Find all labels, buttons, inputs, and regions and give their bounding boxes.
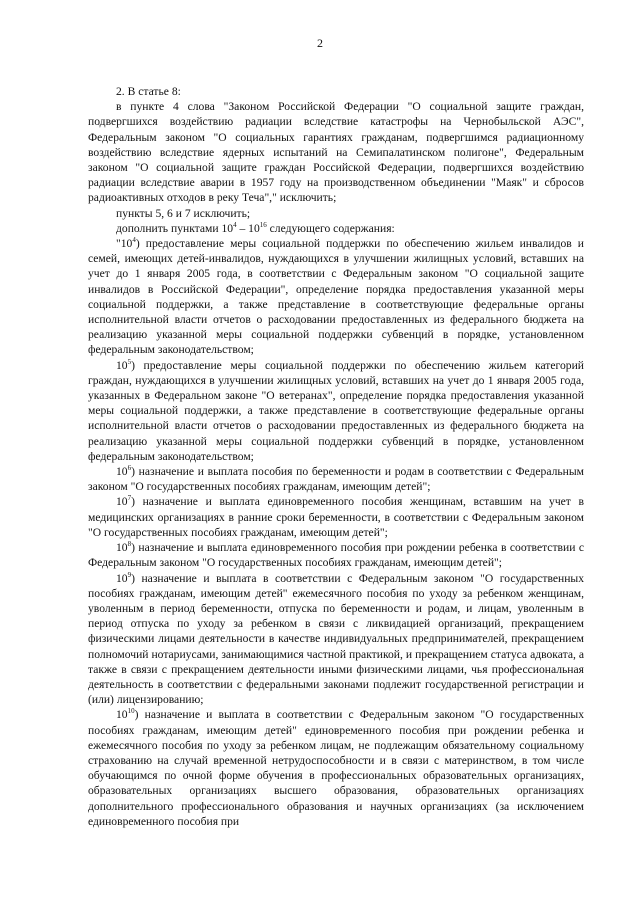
paragraph: в пункте 4 слова "Законом Российской Федерации "О социальной защите граждан, подвергшихся воздействию радиации вследствие катастрофы на Чернобыльской АЭС", Федеральным законом "О социальных гарантиях гражданам, подвергшимся радиационному воздействию вследствие ядерных испытаний на Семипалатинском полигоне", Федеральным законом "О социальной защите граждан Российской Федерации, подвергшихся воздействию радиации вследствие аварии в 1957 году на производственном объединении "Маяк" и сбросов радиоактивных отходов в реку Теча"," исключить; bbox=[88, 100, 584, 205]
paragraph: $10^6$) назначение и выплата пособия по беременности и родам в соответствии с Федеральным законом "О государственных пособиях гражданам, имеющим детей"; bbox=[88, 464, 584, 494]
paragraph: пункты 5, 6 и 7 исключить; bbox=[116, 206, 251, 220]
paragraph: $10^9$) назначение и выплата в соответствии с Федеральным законом "О государственных пособиях гражданам, имеющим детей" ежемесячного пособия по уходу за ребенком женщинам, уволенным в период беременности, отпуска по беременности и родам, и лицам, уволенным в период отпуска по уходу за ребенком в связи с ликвидацией организаций, прекращением физическими лицами деятельности в качестве индивидуальных предпринимателей, прекращением полномочий нотариусами, занимающимися частной практикой, и прекращением статуса адвоката, а также в связи с прекращением деятельности иными физическими лицами, чья профессиональная деятельность в соответствии с федеральными законами подлежит государственной регистрации и (или) лицензированию; bbox=[88, 570, 584, 707]
paragraph: 2. В статье 8: bbox=[116, 85, 181, 98]
page-number: 2 bbox=[317, 36, 323, 50]
paragraph: $10^7$) назначение и выплата единовременного пособия женщинам, вставшим на учет в медицинских организациях в ранние сроки беременности, в соответствии с Федеральным законом "О государственных пособиях гражданам, имеющим детей"; bbox=[88, 494, 584, 539]
paragraph: дополнить пунктами $10^4 - 10^{16}$ следующего содержания: bbox=[116, 220, 395, 235]
paragraph: $10^{10}$) назначение и выплата в соответствии с Федеральным законом "О государственных пособиях гражданам, имеющим детей" единовременного пособия при рождении ребенка и ежемесячного пособия по уходу за ребенком лицам, не подлежащим обязательному социальному страхованию на случай временной нетрудоспособности и в связи с материнством, в том числе обучающимся по очной форме обучения в профессиональных образовательных организациях, образовательных организациях высшего образования, образовательных организациях дополнительного профессионального образования и научных организациях (за исключением единовременного пособия при bbox=[88, 707, 584, 828]
paragraph: $10^5$) предоставление меры социальной поддержки по обеспечению жильем категорий граждан, нуждающихся в улучшении жилищных условий, вставших на учет до 1 января 2005 года, указанных в Федеральном законе "О ветеранах", определение порядка предоставления указанной меры социальной поддержки, а также представление в соответствующие федеральные органы исполнительной власти отчетов о расходовании предоставленных из федерального бюджета на реализацию указанной меры социальной поддержки субвенций в порядке, установленном федеральным законодательством; bbox=[88, 357, 584, 463]
document-body bbox=[88, 84, 584, 829]
paragraph: "$10^4$) предоставление меры социальной поддержки по обеспечению жильем инвалидов и семей, имеющих детей-инвалидов, нуждающихся в улучшении жилищных условий, вставших на учет до 1 января 2005 года, в соответствии с Федеральным законом "О социальной защите инвалидов в Российской Федерации", определение порядка предоставления указанной меры социальной поддержки, а также представление в соответствующие федеральные органы исполнительной власти отчетов о расходовании предоставленных из федерального бюджета на реализацию указанной меры социальной поддержки субвенций в порядке, установленном федеральным законодательством; bbox=[88, 236, 584, 357]
paragraph: $10^8$) назначение и выплата единовременного пособия при рождении ребенка в соответствии с Федеральным законом "О государственных пособиях гражданам, имеющим детей"; bbox=[88, 540, 584, 570]
